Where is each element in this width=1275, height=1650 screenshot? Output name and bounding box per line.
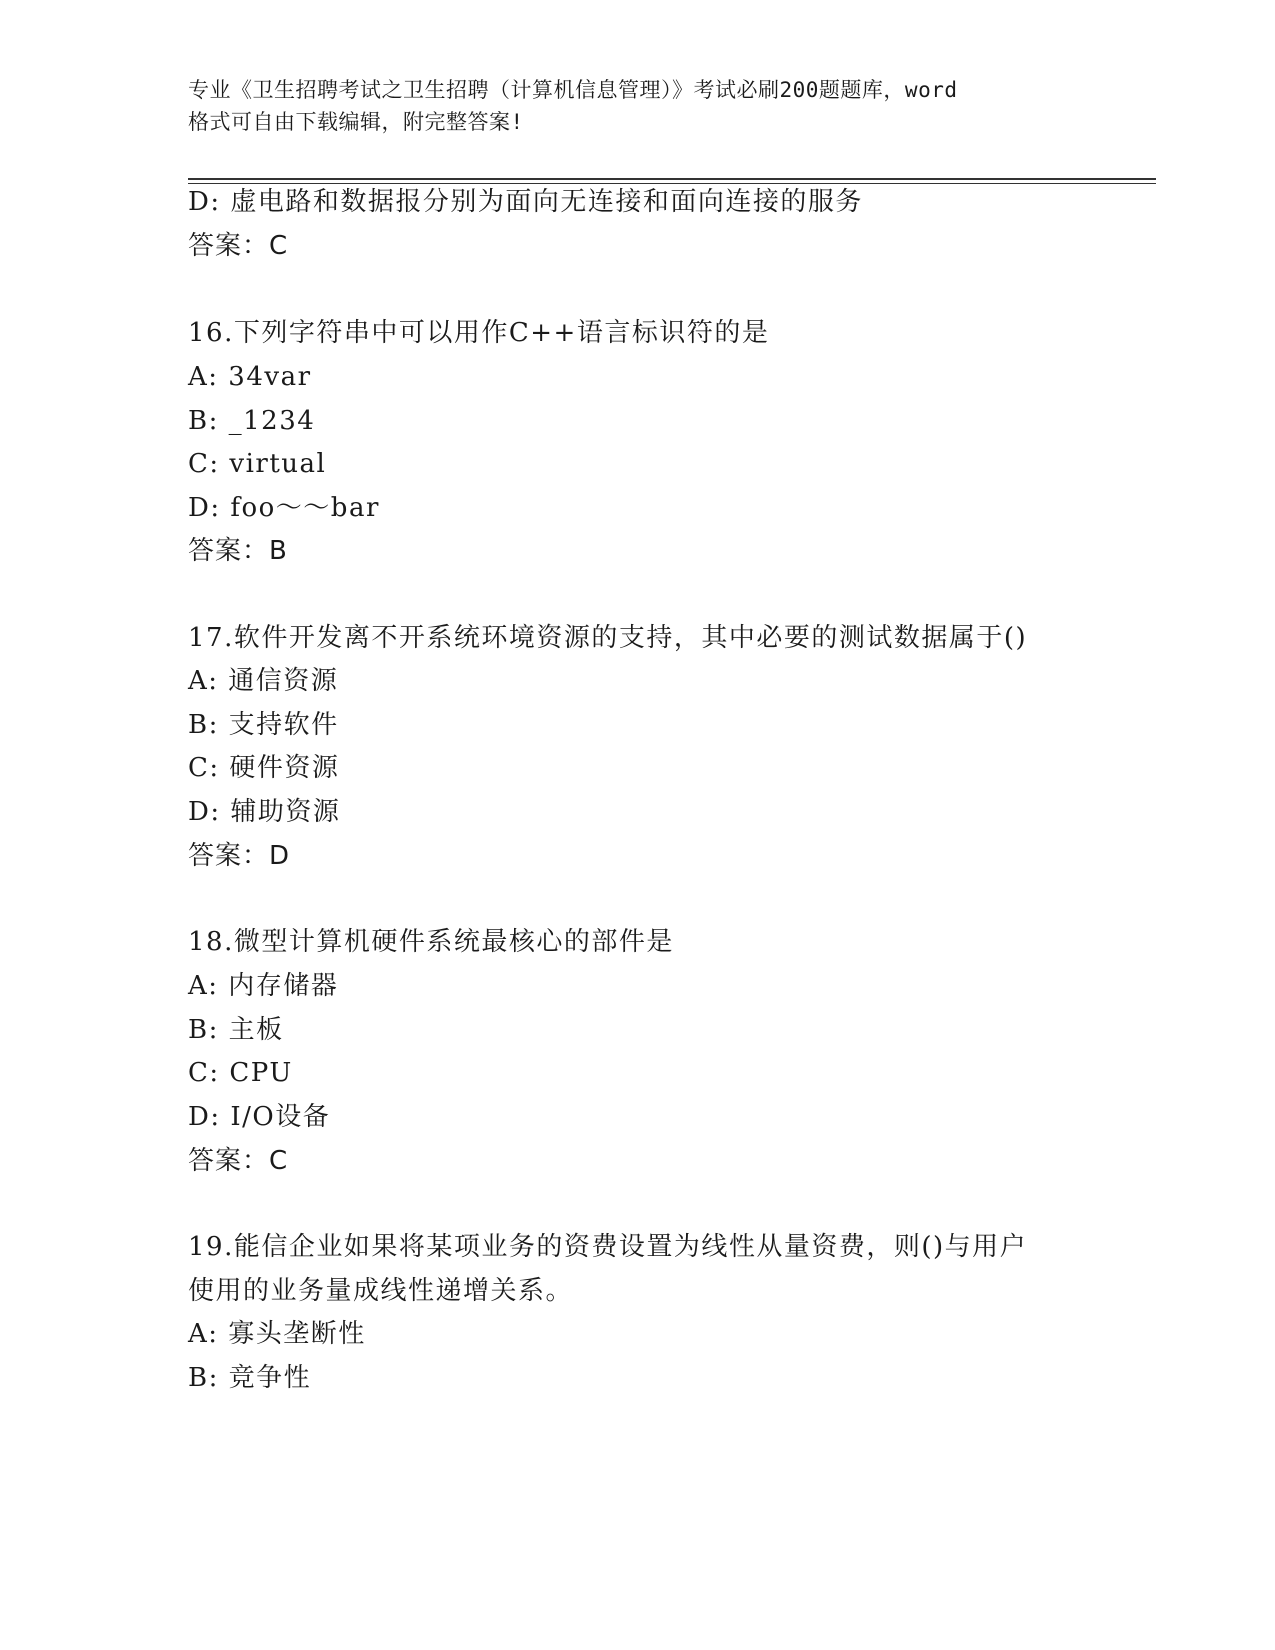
answer-line: 答案：C — [188, 1146, 289, 1176]
question-stem: 16.下列字符串中可以用作C++语言标识符的是 — [188, 318, 770, 348]
question-stem-continued: 使用的业务量成线性递增关系。 — [188, 1276, 574, 1306]
answer-line: 答案：B — [188, 536, 288, 566]
header-divider-thick — [188, 178, 1156, 180]
answer-line: 答案：C — [188, 231, 289, 261]
question-stem: 19.能信企业如果将某项业务的资费设置为线性从量资费，则()与用户 — [188, 1232, 1028, 1262]
option-b: B: 主板 — [188, 1015, 284, 1045]
option-a: A: 内存储器 — [188, 971, 339, 1001]
question-stem: 18.微型计算机硬件系统最核心的部件是 — [188, 927, 674, 957]
option-d: D: 虚电路和数据报分别为面向无连接和面向连接的服务 — [188, 187, 863, 217]
option-a: A: 寡头垄断性 — [188, 1319, 366, 1349]
option-c: C: 硬件资源 — [188, 753, 340, 783]
document-header — [188, 74, 1088, 138]
option-c: C: CPU — [188, 1058, 293, 1088]
option-a: A: 34var — [188, 362, 312, 392]
header-line-2: 格式可自由下载编辑，附完整答案! — [188, 110, 524, 134]
option-a: A: 通信资源 — [188, 666, 339, 696]
option-b: B: 支持软件 — [188, 710, 339, 740]
answer-line: 答案：D — [188, 841, 291, 871]
header-divider-thin — [188, 183, 1156, 184]
header-line-1: 专业《卫生招聘考试之卫生招聘（计算机信息管理）》考试必刷200题题库，word — [188, 78, 958, 102]
option-d: D: 辅助资源 — [188, 797, 341, 827]
option-d: D: foo～～bar — [188, 493, 380, 523]
option-b: B: 竞争性 — [188, 1363, 312, 1393]
option-d: D: I/O设备 — [188, 1102, 331, 1132]
question-stem: 17.软件开发离不开系统环境资源的支持，其中必要的测试数据属于() — [188, 623, 1028, 653]
option-c: C: virtual — [188, 449, 327, 479]
option-b: B: _1234 — [188, 406, 316, 436]
